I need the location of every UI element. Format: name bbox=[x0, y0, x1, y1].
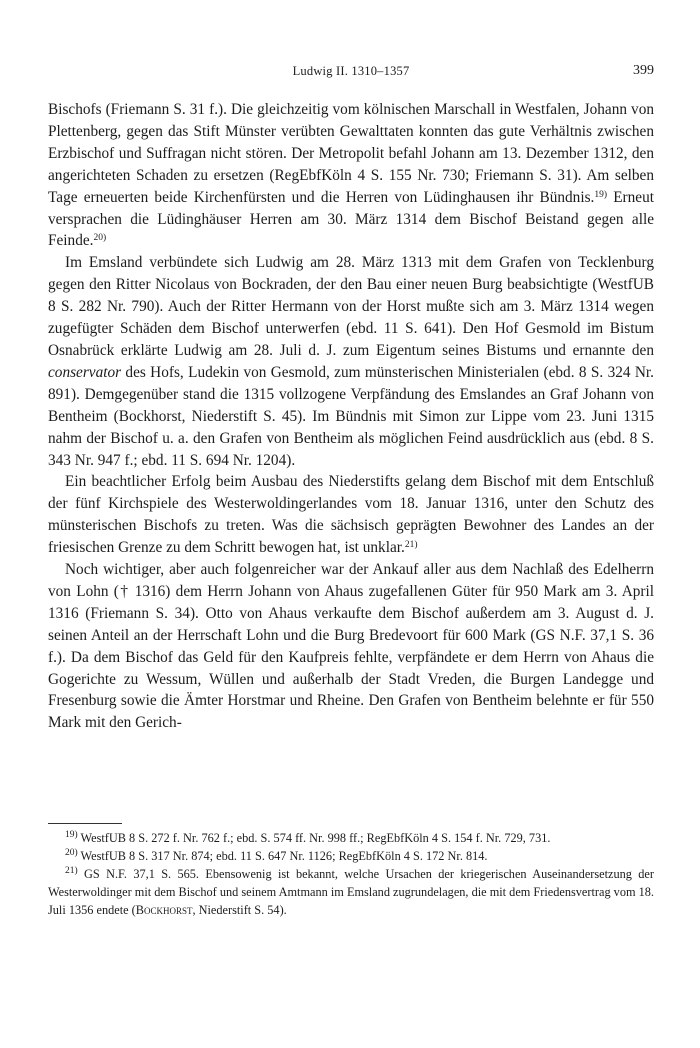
footnote-21 bbox=[48, 865, 654, 919]
paragraph-text: Erneut versprachen die Lüdinghäuser Herren am 30. März 1314 dem Bischof Beistand gegen alle Feinde. bbox=[48, 188, 654, 250]
author-name: Bockhorst bbox=[135, 903, 193, 918]
page-number: 399 bbox=[633, 63, 654, 78]
footnote-number: 19) bbox=[65, 830, 78, 840]
footnote-text: , Niederstift S. 54). bbox=[192, 903, 287, 918]
paragraph-4: Noch wichtiger, aber auch folgenreicher war der Ankauf aller aus dem Nachlaß des Edelherrn von Lohn († 1316) dem Herrn Johann von Ahaus zugefallenen Güter für 950 Mark am 3. April 1316 (Friemann S. 34). Otto von Ahaus verkaufte dem Bischof außerdem am 3. August d. J. seinen Anteil an der Herrschaft Lohn und die Burg Bredevoort für 600 Mark (GS N.F. 37,1 S. 36 f.). Da dem Bischof das Geld für den Kaufpreis fehlte, verpfändete er dem Herrn von Ahaus die Gogerichte zu Wessum, Wüllen und außerhalb der Stadt Vreden, die Burgen Landegge und Fresenburg sowie die Ämter Horstmar und Rheine. Den Grafen von Bentheim belehnte er für 550 Mark mit den Gerich- bbox=[48, 561, 654, 732]
italic-term: conservator bbox=[48, 363, 122, 381]
paragraph-1 bbox=[48, 99, 654, 252]
paragraph-text: Ein beachtlicher Erfolg beim Ausbau des Niederstifts gelang dem Bischof mit dem Entschluß der fünf Kirchspiele des Westerwoldingerlandes vom 18. Januar 1316, unter den Schutz des münsterischen Bischofs zu treten. Was die sächsisch geprägten Bewohner des Landes an der friesischen Grenze zu dem Schritt bewogen hat, ist unklar. bbox=[48, 473, 654, 557]
footnotes bbox=[48, 829, 654, 919]
footnote-19 bbox=[48, 829, 654, 847]
footnote-text: GS N.F. 37,1 S. 565. Ebensowenig ist bekannt, welche Ursachen der kriegerischen Auseinandersetzung der Westerwoldinger mit dem Bischof und seinem Amtmann im Emsland zugrundelagen, die mit dem Friedensvertrag vom 18. Juli 1356 endete ( bbox=[48, 867, 654, 918]
footnote-ref-21: 21) bbox=[404, 540, 418, 551]
running-title: Ludwig II. 1310–1357 bbox=[292, 64, 410, 78]
footnote-separator bbox=[48, 823, 122, 824]
footnote-number: 20) bbox=[65, 848, 78, 859]
footnote-ref-20: 20) bbox=[93, 233, 107, 244]
footnote-number: 21) bbox=[65, 866, 78, 877]
paragraph-3 bbox=[48, 471, 654, 559]
paragraph-text: Bischofs (Friemann S. 31 f.). Die gleichzeitig vom kölnischen Marschall in Westfalen, Johann von Plettenberg, gegen das Stift Münster verübten Gewalttaten konnten das gute Verhältnis zwischen Erzbischof und Suffragan nicht stören. Der Metropolit befahl Johann am 13. Dezember 1312, den angerichteten Schaden zu ersetzen (RegEbfKöln 4 S. 155 Nr. 730; Friemann S. 31). Am selben Tage erneuerten beide Kirchenfürsten und die Herren von Lüdinghausen ihr Bündnis. bbox=[48, 101, 654, 206]
footnote-text: WestfUB 8 S. 272 f. Nr. 762 f.; ebd. S. 574 ff. Nr. 998 ff.; RegEbfKöln 4 S. 154 f. Nr. 729, 731. bbox=[77, 831, 551, 845]
footnote-text: WestfUB 8 S. 317 Nr. 874; ebd. 11 S. 647 Nr. 1126; RegEbfKöln 4 S. 172 Nr. 814. bbox=[77, 849, 488, 864]
paragraph-text: Im Emsland verbündete sich Ludwig am 28. März 1313 mit dem Grafen von Tecklenburg gegen den Ritter Nicolaus von Bockraden, der den Bau einer neuen Burg beabsichtigte (WestfUB 8 S. 282 Nr. 790). Auch der Ritter Hermann von der Horst mußte sich am 3. März 1314 wegen zugefügter Schäden dem Bischof unterwerfen (ebd. 11 S. 641). Den Hof Gesmold im Bistum Osnabrück erklärte Ludwig am 28. Juli d. J. zum Eigentum seines Bistums und ernannte den bbox=[48, 254, 654, 359]
main-text bbox=[48, 99, 654, 734]
paragraph-text: des Hofs, Ludekin von Gesmold, zum münsterischen Ministerialen (ebd. 8 S. 324 Nr. 891). Demgegenüber stand die 1315 vollzogene Verpfändung des Emslandes an Graf Johann von Bentheim (Bockhorst, Niederstift S. 45). Im Bündnis mit Simon zur Lippe vom 23. Juni 1315 nahm der Bischof u. a. den Grafen von Bentheim als möglichen Feind ausdrücklich aus (ebd. 8 S. 343 Nr. 947 f.; ebd. 11 S. 694 Nr. 1204). bbox=[48, 363, 654, 469]
footnote-ref-19: 19) bbox=[594, 189, 608, 200]
footnote-20 bbox=[48, 847, 654, 865]
paragraph-2 bbox=[48, 252, 654, 471]
